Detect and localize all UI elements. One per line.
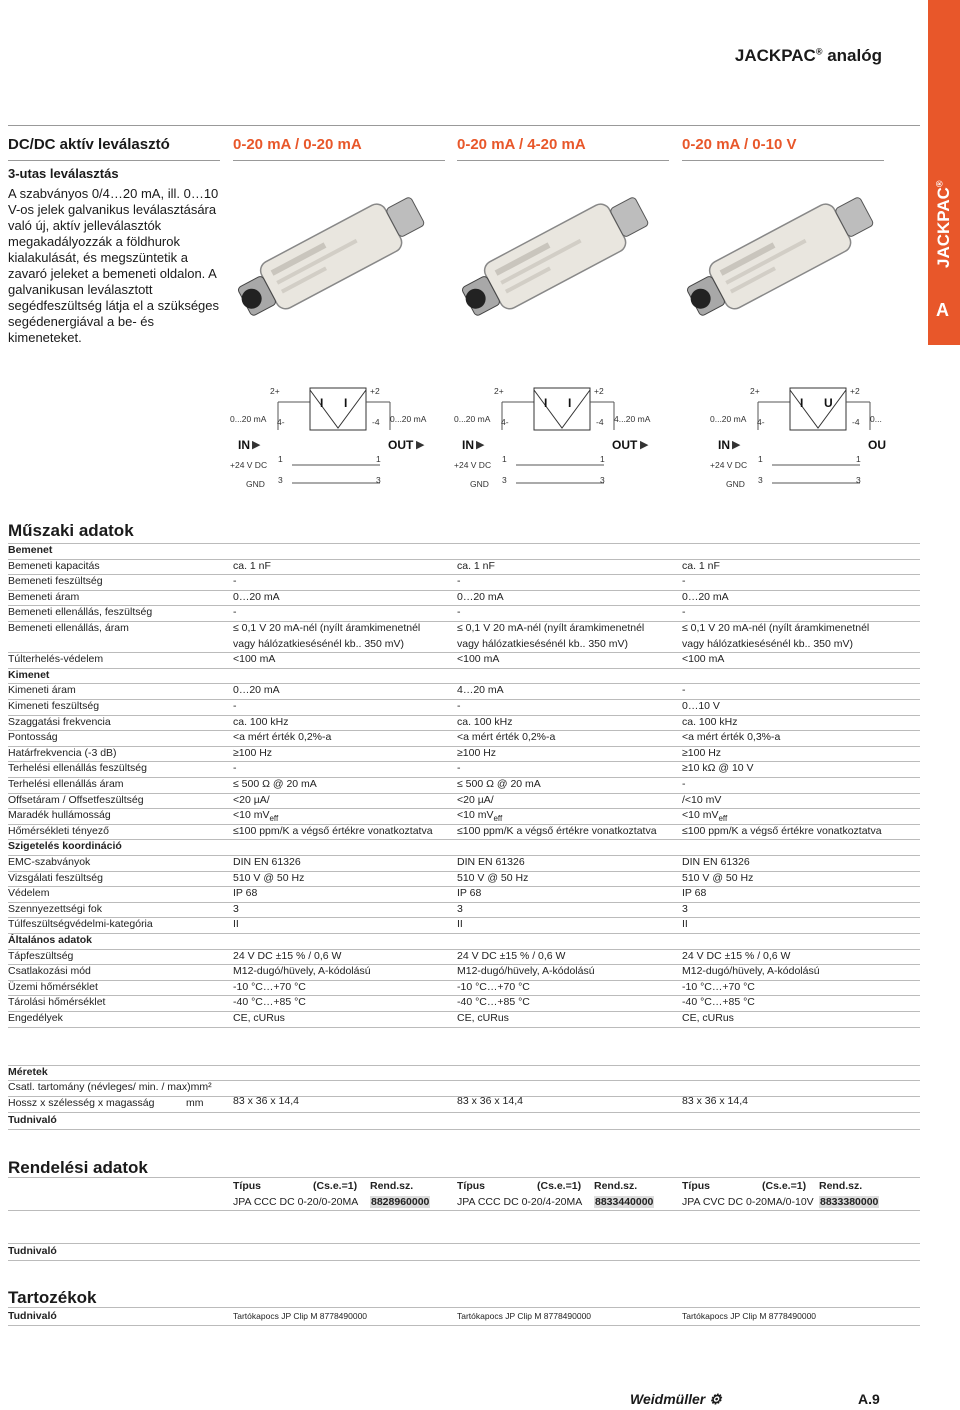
out-label: OUT (612, 438, 638, 452)
spec-value: M12-dugó/hüvely, A-kódolású (457, 965, 595, 978)
column-head-3: 0-20 mA / 0-10 V (682, 136, 797, 153)
row-rule (8, 839, 920, 840)
subscript: eff (493, 814, 503, 824)
row-rule (8, 668, 920, 669)
group-heading: Kimenet (8, 668, 50, 681)
column-rule (233, 160, 445, 161)
pin-label: 4- (277, 417, 285, 427)
spec-value: ≤ 500 Ω @ 20 mA (457, 778, 541, 790)
pin-label: 3 (376, 475, 381, 485)
spec-value: - (682, 606, 686, 619)
wiring-diagram-lines (710, 380, 920, 495)
spec-value: - (233, 762, 237, 775)
spec-value: <a mért érték 0,2%-a (457, 731, 556, 744)
spec-value: CE, cURus (682, 1012, 734, 1024)
spec-value: -40 °C…+85 °C (457, 996, 530, 1009)
spec-value: ≤ 0,1 V 20 mA-nél (nyílt áramkimenetnél (233, 622, 421, 634)
spec-value: ≤100 ppm/K a végső értékre vonatkoztatva (233, 824, 433, 837)
spec-value: - (682, 684, 686, 697)
in-label: IN (462, 438, 474, 452)
order-number: 8828960000 (371, 1196, 430, 1208)
spec-value: II (233, 918, 239, 931)
spec-value: -10 °C…+70 °C (457, 980, 530, 993)
spec-value: <20 µA/ (457, 793, 494, 806)
spec-value: -40 °C…+85 °C (682, 996, 755, 1009)
row-label: Szaggatási frekvencia (8, 715, 111, 728)
pin-label: 3 (758, 475, 763, 485)
row-label: Kimeneti feszültség (8, 700, 100, 712)
order-type: JPA CVC DC 0-20MA/0-10V (682, 1196, 814, 1208)
spec-value: 0…20 mA (233, 684, 280, 697)
spec-value: - (233, 700, 237, 712)
row-label: Bemeneti ellenállás, feszültség (8, 606, 153, 619)
pin-label: 2+ (270, 386, 280, 396)
wiring-diagram (230, 380, 440, 495)
order-column-header: (Cs.e.=1) (313, 1180, 358, 1192)
pin-label: 2+ (494, 386, 504, 396)
row-label: Csatlakozási mód (8, 965, 91, 978)
row-label: Határfrekvencia (-3 dB) (8, 746, 117, 759)
order-type: JPA CCC DC 0-20/4-20MA (457, 1196, 583, 1208)
supply-label: +24 V DC (454, 460, 492, 470)
product-description: A szabványos 0/4…20 mA, ill. 0…10 V-os jelek galvanikus leválasztására való új, aktív jelleválasztók megakadályozzák a földhurok kialakulását, és megszüntetik a zavaró jeleket a bemeneti oldalon. A galvanikusan leválasztott segédfeszültség látja el a szükséges segédenergiával a be- és kimeneteket. (8, 186, 220, 345)
spec-value: ≤100 ppm/K a végső értékre vonatkoztatva (682, 824, 882, 837)
pin-label: -4 (372, 417, 380, 427)
group-heading: Bemenet (8, 544, 53, 556)
spec-value: <a mért érték 0,3%-a (682, 731, 781, 744)
order-column-header: (Cs.e.=1) (537, 1180, 582, 1192)
dims-unit: mm (186, 1097, 204, 1109)
group-heading: Szigetelés koordináció (8, 840, 122, 853)
row-label: Túlterhelés-védelem (8, 653, 104, 666)
supply-label: +24 V DC (230, 460, 268, 470)
top-rule (8, 125, 920, 126)
pin-label: 4- (501, 417, 509, 427)
spec-value: ca. 100 kHz (457, 715, 513, 728)
dims-value: 83 x 36 x 14,4 (457, 1095, 523, 1107)
row-rule (8, 1243, 920, 1244)
spec-value: ca. 1 nF (682, 559, 720, 572)
output-range: 0...20 mA (390, 414, 427, 424)
row-label: Bemeneti áram (8, 590, 80, 603)
spec-value: ≤ 0,1 V 20 mA-nél (nyílt áramkimenetnél (457, 622, 645, 634)
row-label: Védelem (8, 887, 50, 900)
spec-value: DIN EN 61326 (457, 856, 525, 868)
spec-value: - (457, 700, 461, 712)
product-subtitle: 3-utas leválasztás (8, 166, 119, 181)
row-rule (8, 933, 920, 934)
spec-value: 0…20 mA (682, 590, 729, 603)
row-rule (8, 902, 920, 903)
row-label: Szennyezettségi fok (8, 902, 102, 915)
spec-value: /<10 mV (682, 793, 722, 806)
side-tab-label: JACKPAC® (934, 180, 953, 268)
spec-value: 3 (457, 902, 463, 915)
spec-value: 24 V DC ±15 % / 0,6 W (457, 949, 566, 962)
order-number: 8833380000 (820, 1196, 879, 1208)
dims-value: 83 x 36 x 14,4 (233, 1095, 299, 1107)
spec-value: ca. 100 kHz (233, 715, 289, 728)
order-column-header: Típus (682, 1180, 710, 1192)
spec-value: - (457, 606, 461, 619)
pin-label: 1 (376, 454, 381, 464)
spec-value: M12-dugó/hüvely, A-kódolású (682, 965, 820, 978)
gnd-label: GND (726, 479, 745, 489)
spec-value: - (682, 778, 686, 790)
spec-value: 510 V @ 50 Hz (233, 871, 305, 884)
side-tab-letter: A (936, 300, 949, 320)
row-label: Bemeneti feszültség (8, 575, 103, 588)
gnd-label: GND (470, 479, 489, 489)
pin-label: -4 (596, 417, 604, 427)
product-title: DC/DC aktív leválasztó (8, 136, 170, 153)
spec-value: ≥100 Hz (233, 746, 273, 759)
column-rule (457, 160, 669, 161)
row-rule (8, 1177, 920, 1178)
row-label: Offsetáram / Offsetfeszültség (8, 793, 144, 806)
order-column-header: Rend.sz. (370, 1180, 414, 1192)
spec-value: vagy hálózatkiesésénél kb.. 350 mV) (233, 637, 405, 650)
order-column-header: (Cs.e.=1) (762, 1180, 807, 1192)
column-rule (8, 160, 220, 161)
spec-value: II (457, 918, 463, 931)
row-label: Tápfeszültség (8, 949, 74, 962)
output-symbol: I (568, 396, 572, 410)
pin-label: -4 (852, 417, 860, 427)
arrow-icon: ▶ (416, 439, 425, 451)
accessory-item: Tartókapocs JP Clip M 8778490000 (457, 1311, 592, 1321)
row-label: Maradék hullámosság (8, 809, 111, 822)
row-label: EMC-szabványok (8, 856, 91, 868)
spec-value: ≤100 ppm/K a végső értékre vonatkoztatva (457, 824, 657, 837)
dims-row-label: Csatl. tartomány (névleges/ min. / max)mm² (8, 1081, 212, 1093)
wiring-diagram (454, 380, 664, 495)
row-label: Terhelési ellenállás áram (8, 778, 124, 790)
spec-value: <10 $mV_{eff}$ (457, 809, 503, 824)
accessories-note: Tudnivaló (8, 1310, 57, 1322)
spec-value: 3 (682, 902, 688, 915)
row-label: Pontosság (8, 731, 58, 744)
spec-value: CE, cURus (457, 1012, 509, 1024)
product-image (457, 170, 657, 345)
row-rule (8, 1112, 920, 1113)
spec-value: 510 V @ 50 Hz (457, 871, 529, 884)
spec-value: 0…20 mA (233, 590, 280, 603)
row-rule (8, 1210, 920, 1211)
row-rule (8, 1129, 920, 1130)
dims-row-label: Hossz x szélesség x magasság (8, 1097, 155, 1109)
accessory-item: Tartókapocs JP Clip M 8778490000 (233, 1311, 368, 1321)
spec-value: 4…20 mA (457, 684, 504, 697)
pin-label: 4- (757, 417, 765, 427)
order-type: JPA CCC DC 0-20/0-20MA (233, 1196, 359, 1208)
arrow-icon: ▶ (640, 439, 649, 451)
pin-label: 2+ (750, 386, 760, 396)
pin-label: 3 (600, 475, 605, 485)
order-column-header: Típus (233, 1180, 261, 1192)
spec-value: - (233, 575, 237, 588)
pin-label: 1 (278, 454, 283, 464)
wiring-diagram (710, 380, 920, 495)
row-label: Üzemi hőmérséklet (8, 980, 98, 993)
arrow-icon: ▶ (476, 439, 485, 451)
subscript: eff (269, 814, 279, 824)
tech-heading: Műszaki adatok (8, 521, 134, 540)
pin-label: +2 (370, 386, 380, 396)
row-rule (8, 543, 920, 544)
gnd-label: GND (246, 479, 265, 489)
arrow-icon: ▶ (252, 439, 261, 451)
pin-label: 3 (278, 475, 283, 485)
subscript: eff (718, 814, 728, 824)
spec-value: - (682, 575, 686, 588)
pin-label: 3 (856, 475, 861, 485)
brand-mark-icon: ⚙ (709, 1391, 722, 1407)
spec-value: ≤ 500 Ω @ 20 mA (233, 778, 317, 790)
column-head-1: 0-20 mA / 0-20 mA (233, 136, 362, 153)
spec-value: ≤ 0,1 V 20 mA-nél (nyílt áramkimenetnél (682, 622, 870, 634)
row-rule (8, 574, 920, 575)
spec-value: 0…10 V (682, 700, 720, 712)
pin-label: 1 (600, 454, 605, 464)
product-image (233, 170, 433, 345)
order-column-header: Rend.sz. (819, 1180, 863, 1192)
pin-label: 1 (758, 454, 763, 464)
order-heading: Rendelési adatok (8, 1158, 148, 1177)
page-header-title: JACKPAC® analóg (734, 46, 882, 65)
spec-value: - (233, 606, 237, 619)
spec-value: <20 µA/ (233, 793, 270, 806)
spec-value: - (457, 762, 461, 775)
input-range: 0...20 mA (230, 414, 267, 424)
spec-value: <10 $mV_{eff}$ (233, 809, 279, 824)
input-symbol: I (800, 396, 804, 410)
row-rule (8, 1065, 920, 1066)
dims-heading: Méretek (8, 1066, 48, 1078)
input-range: 0...20 mA (710, 414, 747, 424)
spec-value: ≥10 kΩ @ 10 V (682, 762, 754, 775)
spec-value: DIN EN 61326 (233, 856, 301, 868)
page-number: A.9 (858, 1391, 880, 1407)
spec-value: ≥100 Hz (457, 746, 497, 759)
spec-value: M12-dugó/hüvely, A-kódolású (233, 965, 371, 978)
in-label: IN (238, 438, 250, 452)
row-rule (8, 1027, 920, 1028)
row-label: Terhelési ellenállás feszültség (8, 762, 147, 775)
output-range: 0... (870, 414, 882, 424)
output-symbol: I (344, 396, 348, 410)
row-rule (8, 699, 920, 700)
out-label: OUT (388, 438, 414, 452)
spec-value: 510 V @ 50 Hz (682, 871, 754, 884)
product-image (682, 170, 882, 345)
input-range: 0...20 mA (454, 414, 491, 424)
row-label: Bemeneti kapacitás (8, 559, 100, 572)
brand-logo: Weidmüller ⚙ (630, 1391, 722, 1407)
input-symbol: I (544, 396, 548, 410)
spec-value: CE, cURus (233, 1012, 285, 1024)
output-symbol: U (824, 396, 833, 410)
spec-value: ≥100 Hz (682, 746, 722, 759)
out-label: OU (868, 438, 886, 452)
column-rule (682, 160, 884, 161)
output-range: 4...20 mA (614, 414, 651, 424)
spec-value: IP 68 (233, 887, 258, 900)
accessory-item: Tartókapocs JP Clip M 8778490000 (682, 1311, 817, 1321)
spec-value: ca. 1 nF (233, 559, 271, 572)
pin-label: +2 (850, 386, 860, 396)
order-column-header: Típus (457, 1180, 485, 1192)
spec-value: vagy hálózatkiesésénél kb.. 350 mV) (457, 637, 629, 650)
order-number: 8833440000 (595, 1196, 654, 1208)
row-label: Bemeneti ellenállás, áram (8, 622, 129, 634)
spec-value: DIN EN 61326 (682, 856, 750, 868)
accessories-heading: Tartozékok (8, 1288, 97, 1307)
spec-value: 24 V DC ±15 % / 0,6 W (682, 949, 791, 962)
spec-value: - (457, 575, 461, 588)
pin-label: 1 (502, 454, 507, 464)
dims-value: 83 x 36 x 14,4 (682, 1095, 748, 1107)
spec-value: <100 mA (682, 653, 725, 666)
input-symbol: I (320, 396, 324, 410)
column-head-2: 0-20 mA / 4-20 mA (457, 136, 586, 153)
row-rule (8, 1325, 920, 1326)
spec-value: IP 68 (457, 887, 482, 900)
side-tab (928, 0, 960, 345)
spec-value: ca. 100 kHz (682, 715, 738, 728)
pin-label: 3 (502, 475, 507, 485)
spec-value: 3 (233, 902, 239, 915)
pin-label: 1 (856, 454, 861, 464)
order-column-header: Rend.sz. (594, 1180, 638, 1192)
row-label: Hőmérsékleti tényező (8, 824, 109, 837)
row-label: Engedélyek (8, 1012, 63, 1024)
spec-value: vagy hálózatkiesésénél kb.. 350 mV) (682, 637, 854, 650)
spec-value: <a mért érték 0,2%-a (233, 731, 332, 744)
arrow-icon: ▶ (732, 439, 741, 451)
spec-value: IP 68 (682, 887, 707, 900)
spec-value: <100 mA (233, 653, 276, 666)
row-label: Kimeneti áram (8, 684, 76, 697)
order-note: Tudnivaló (8, 1245, 57, 1257)
row-label: Vizsgálati feszültség (8, 871, 103, 884)
in-label: IN (718, 438, 730, 452)
spec-value: <10 $mV_{eff}$ (682, 809, 728, 824)
spec-value: -40 °C…+85 °C (233, 996, 306, 1009)
row-label: Tárolási hőmérséklet (8, 996, 106, 1009)
spec-value: -10 °C…+70 °C (682, 980, 755, 993)
row-label: Túlfeszültségvédelmi-kategória (8, 918, 153, 931)
spec-value: <100 mA (457, 653, 500, 666)
group-heading: Általános adatok (8, 934, 93, 946)
pin-label: +2 (594, 386, 604, 396)
spec-value: 0…20 mA (457, 590, 504, 603)
row-rule (8, 1260, 920, 1261)
dims-note: Tudnivaló (8, 1114, 57, 1126)
row-rule (8, 1307, 920, 1308)
supply-label: +24 V DC (710, 460, 748, 470)
spec-value: II (682, 918, 688, 931)
spec-value: 24 V DC ±15 % / 0,6 W (233, 949, 342, 962)
spec-value: -10 °C…+70 °C (233, 980, 306, 993)
spec-value: ca. 1 nF (457, 559, 495, 572)
